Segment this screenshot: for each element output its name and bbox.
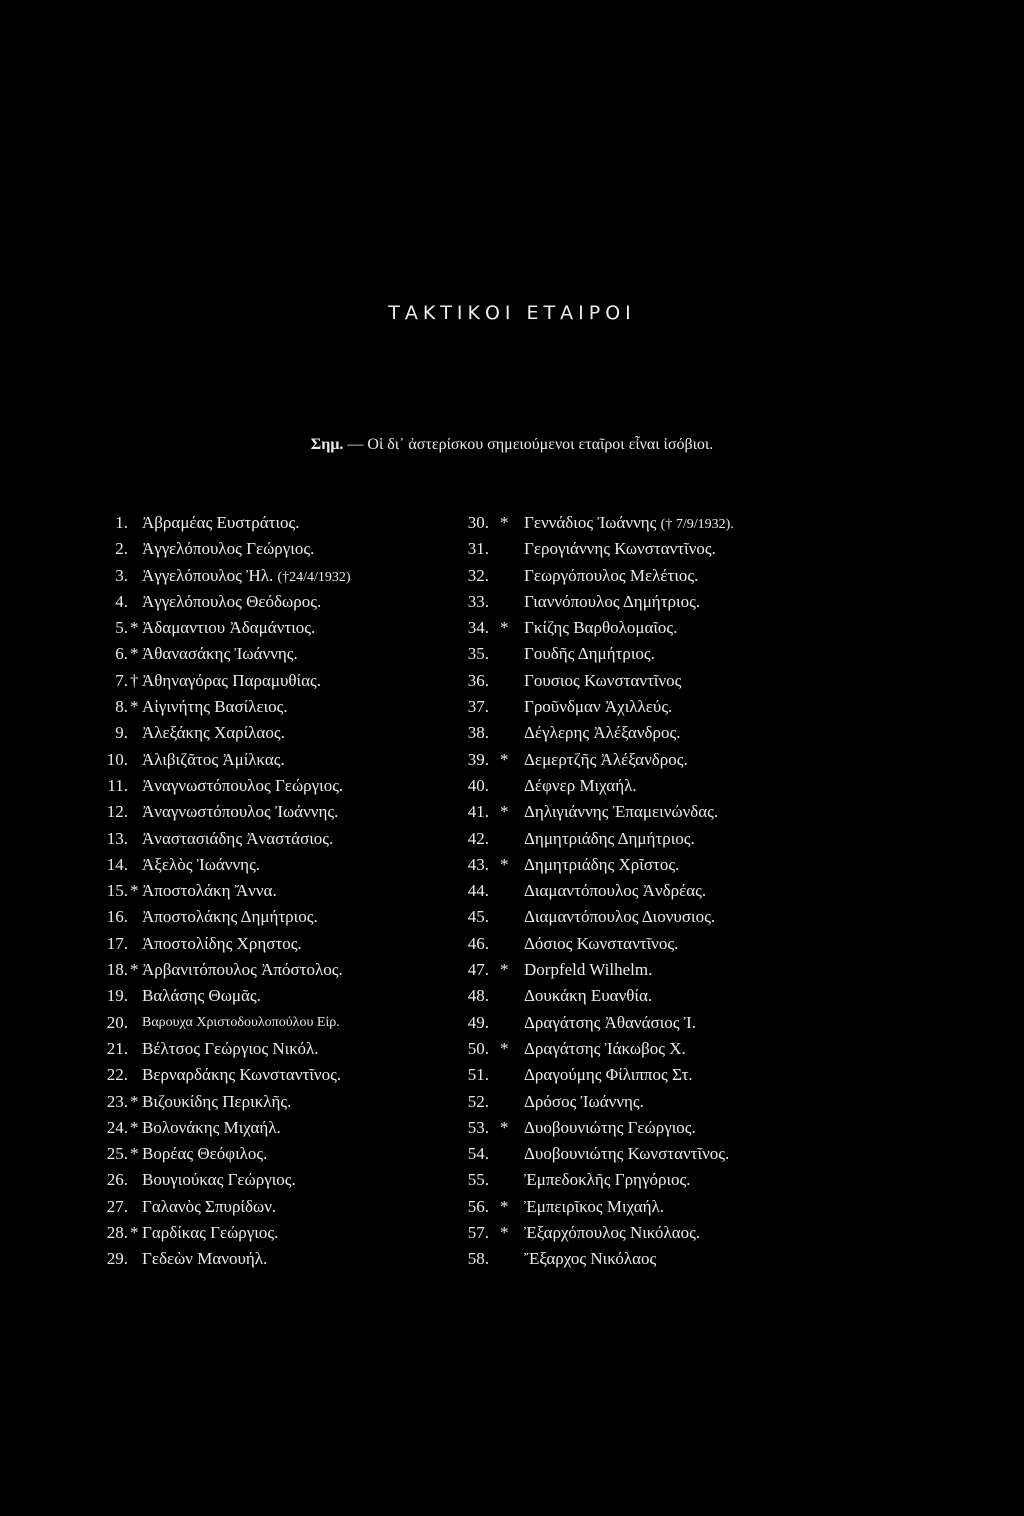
member-name-text: Dorpfeld Wilhelm. [524, 960, 653, 980]
member-mark: * [500, 749, 509, 769]
member-row [104, 1141, 454, 1167]
member-number: 26. [106, 1170, 128, 1190]
member-name [142, 773, 343, 799]
member-name-text: Δεμερτζῆς Ἀλέξανδρος. [524, 749, 688, 769]
note-prefix: Σημ. [310, 436, 344, 453]
member-name [142, 957, 343, 983]
member-number: 49. [467, 1012, 489, 1032]
member-name [142, 1062, 341, 1088]
member-name [524, 1141, 729, 1167]
member-number: 40. [467, 775, 489, 795]
member-name-text: Γουδῆς Δημήτριος. [524, 644, 655, 664]
member-name [142, 1194, 276, 1220]
member-name-text: Δηλιγιάννης Ἐπαμεινώνδας. [524, 802, 719, 822]
member-name-text: Ἀποστολάκη Ἄννα. [142, 881, 277, 901]
member-name [142, 1036, 318, 1062]
member-name-text: Ἀγγελόπουλος Ἠλ. [142, 565, 274, 585]
member-name [524, 773, 637, 799]
member-name [524, 668, 681, 694]
member-number: 2. [115, 539, 128, 559]
members-list-right [467, 510, 847, 1273]
member-name-text: Δημητριάδης Χρῖστος. [524, 854, 680, 874]
member-row [467, 852, 847, 878]
member-name [524, 1089, 644, 1115]
member-row [467, 1167, 847, 1193]
member-name-text: Γεννάδιος Ἰωάννης [524, 513, 657, 532]
member-number: 42. [467, 828, 489, 848]
member-name [524, 1036, 686, 1062]
member-name [142, 983, 261, 1009]
member-name [142, 510, 300, 536]
member-row [104, 668, 454, 694]
member-mark: * [130, 697, 139, 717]
member-name [142, 852, 260, 878]
member-name-text: Βαρουχα Χριστοδουλοπούλου Εἰρ. [142, 1014, 340, 1030]
member-mark: * [130, 1144, 139, 1164]
member-number: 9. [115, 723, 128, 743]
member-number: 12. [106, 802, 128, 822]
member-row [467, 1220, 847, 1246]
member-name-text: Βολονάκης Μιχαήλ. [142, 1117, 281, 1137]
member-name-text: Γαλανὸς Σπυρίδων. [142, 1196, 277, 1216]
member-name-text: Γερογιάννης Κωνσταντῖνος. [524, 539, 716, 559]
member-name-text: Ἀναγνωστόπουλος Ἰωάννης. [142, 802, 339, 822]
member-number: 30. [467, 513, 489, 532]
member-name-text: Ἔξαρχος Νικόλαος [524, 1249, 657, 1269]
member-name-text: Γεδεὼν Μανουήλ. [142, 1249, 268, 1269]
member-death-note: († 7/9/1932). [660, 517, 734, 532]
member-name-text: Δέγλερης Ἀλέξανδρος. [524, 723, 681, 743]
member-mark: * [130, 1223, 139, 1243]
member-row [104, 1089, 454, 1115]
member-name-text: Δρόσος Ἰωάννης. [524, 1091, 644, 1111]
member-name [142, 563, 351, 591]
member-row [104, 536, 454, 562]
member-number: 53. [467, 1117, 489, 1137]
member-mark: * [500, 1196, 509, 1216]
member-name [142, 536, 314, 562]
member-row [104, 799, 454, 825]
member-name-text: Ἐμπεδοκλῆς Γρηγόριος. [524, 1170, 691, 1190]
member-mark: * [500, 802, 509, 822]
member-number: 45. [467, 907, 489, 927]
member-number: 31. [467, 539, 489, 559]
member-name [142, 799, 338, 825]
member-row [104, 852, 454, 878]
member-name [142, 1167, 296, 1193]
member-number: 5. [115, 618, 128, 638]
member-mark: * [130, 644, 139, 664]
member-name-text: Ἀθανασάκης Ἰωάννης. [142, 644, 298, 664]
member-name [142, 1246, 267, 1272]
member-name-text: Ἀθηναγόρας Παραμυθίας. [142, 670, 321, 690]
member-name [524, 1246, 656, 1272]
member-name-text: Βιζουκίδης Περικλῆς. [142, 1091, 292, 1111]
member-name [142, 1220, 278, 1246]
member-name [142, 589, 321, 615]
member-number: 20. [106, 1012, 128, 1032]
member-name [142, 878, 277, 904]
member-row [104, 510, 454, 536]
member-name-text: Δραγάτσης Ἀθανάσιος Ἰ. [524, 1012, 696, 1032]
member-row [104, 694, 454, 720]
member-mark: * [500, 854, 509, 874]
member-number: 36. [467, 670, 489, 690]
member-number: 14. [106, 854, 128, 874]
member-name [524, 799, 718, 825]
member-row [467, 510, 847, 536]
member-row [467, 904, 847, 930]
member-row [467, 1246, 847, 1272]
member-name-text: Ἐξαρχόπουλος Νικόλαος. [524, 1223, 701, 1243]
member-row [104, 1036, 454, 1062]
member-row [467, 878, 847, 904]
member-name-text: Ἀγγελόπουλος Θεόδωρος. [142, 591, 322, 611]
member-name [524, 1062, 693, 1088]
member-death-note: (†24/4/1932) [277, 569, 351, 585]
member-row [104, 878, 454, 904]
member-number: 32. [467, 565, 489, 585]
member-number: 11. [107, 775, 128, 795]
member-number: 3. [115, 565, 128, 585]
member-mark: * [130, 618, 139, 638]
member-number: 23. [106, 1091, 128, 1111]
member-name-text: Γεωργόπουλος Μελέτιος. [524, 565, 699, 585]
member-number: 51. [467, 1065, 489, 1085]
member-name [142, 904, 318, 930]
member-name [142, 747, 285, 773]
member-row [104, 1010, 454, 1036]
member-mark: * [130, 881, 139, 901]
member-name-text: Δουκάκη Ευανθία. [524, 986, 653, 1006]
member-name-text: Γαρδίκας Γεώργιος. [142, 1223, 279, 1243]
member-row [104, 1246, 454, 1272]
member-name-text: Βουγιούκας Γεώργιος. [142, 1170, 296, 1190]
member-row [104, 589, 454, 615]
member-number: 43. [467, 854, 489, 874]
member-row [467, 826, 847, 852]
footnote [0, 436, 1024, 454]
member-name [142, 615, 315, 641]
member-row [104, 904, 454, 930]
member-row [467, 563, 847, 589]
member-name [524, 983, 652, 1009]
member-name [142, 1141, 267, 1167]
member-number: 52. [467, 1091, 489, 1111]
member-number: 25. [106, 1144, 128, 1164]
member-number: 46. [467, 933, 489, 953]
member-number: 22. [106, 1065, 128, 1085]
member-row [104, 1220, 454, 1246]
member-name-text: Ἀλεξάκης Χαρίλαος. [142, 723, 285, 743]
member-number: 41. [467, 802, 489, 822]
page-title: ΤΑΚΤΙΚΟΙ ΕΤΑΙΡΟΙ [388, 302, 636, 324]
member-name [142, 668, 321, 694]
member-mark: † [130, 670, 139, 690]
member-number: 44. [467, 881, 489, 901]
member-mark: * [500, 960, 509, 980]
member-row [467, 1194, 847, 1220]
member-row [467, 931, 847, 957]
member-number: 50. [467, 1038, 489, 1058]
member-number: 28. [106, 1223, 128, 1243]
member-row [467, 1010, 847, 1036]
member-name [142, 1010, 340, 1036]
member-number: 1. [115, 513, 128, 532]
member-name [524, 1115, 696, 1141]
member-name [142, 694, 288, 720]
member-name-text: Δόσιος Κωνσταντῖνος. [524, 933, 679, 953]
member-number: 34. [467, 618, 489, 638]
member-number: 7. [115, 670, 128, 690]
member-name [142, 826, 333, 852]
member-number: 21. [106, 1038, 128, 1058]
member-row [467, 536, 847, 562]
member-name-text: Ἀβραμέας Ευστράτιος. [142, 513, 300, 532]
member-mark: * [130, 1117, 139, 1137]
member-row [467, 1089, 847, 1115]
member-name-text: Γροῦνδμαν Ἀχιλλεύς. [524, 697, 673, 717]
member-name [524, 931, 678, 957]
member-row [104, 1115, 454, 1141]
member-name [142, 641, 298, 667]
member-row [104, 957, 454, 983]
member-number: 13. [106, 828, 128, 848]
member-name-text: Ἀγγελόπουλος Γεώργιος. [142, 539, 315, 559]
member-row [104, 983, 454, 1009]
member-name [142, 931, 302, 957]
member-number: 47. [467, 960, 489, 980]
member-name-text: Γιαννόπουλος Δημήτριος. [524, 591, 701, 611]
member-row [467, 720, 847, 746]
member-name-text: Βαλάσης Θωμᾶς. [142, 986, 261, 1006]
member-name-text: Ἀποστολίδης Χρηστος. [142, 933, 302, 953]
member-number: 19. [106, 986, 128, 1006]
member-row [467, 983, 847, 1009]
member-row [104, 931, 454, 957]
member-name [524, 957, 652, 983]
member-row [467, 615, 847, 641]
member-row [104, 615, 454, 641]
member-number: 56. [467, 1196, 489, 1216]
member-name [524, 904, 715, 930]
member-name-text: Ἀρβανιτόπουλος Ἀπόστολος. [142, 960, 343, 980]
member-name-text: Δέφνερ Μιχαήλ. [524, 775, 637, 795]
member-name [142, 720, 285, 746]
member-name-text: Δυοβουνιώτης Κωνσταντῖνος. [524, 1144, 730, 1164]
member-mark: * [500, 513, 509, 532]
member-name-text: Ἀναγνωστόπουλος Γεώργιος. [142, 775, 344, 795]
member-name [524, 852, 679, 878]
member-number: 6. [115, 644, 128, 664]
member-mark: * [500, 1223, 509, 1243]
member-name [524, 510, 734, 538]
member-number: 39. [467, 749, 489, 769]
member-name-text: Διαμαντόπουλος Ἀνδρέας. [524, 881, 707, 901]
member-row [104, 747, 454, 773]
member-row [467, 694, 847, 720]
member-number: 48. [467, 986, 489, 1006]
member-name [524, 878, 706, 904]
member-row [104, 773, 454, 799]
member-name-text: Ἐμπειρῖκος Μιχαήλ. [524, 1196, 665, 1216]
member-name [524, 563, 698, 589]
member-name-text: Δυοβουνιώτης Γεώργιος. [524, 1117, 696, 1137]
member-row [104, 826, 454, 852]
member-row [467, 589, 847, 615]
member-name [524, 1167, 691, 1193]
members-list-left [104, 510, 454, 1273]
member-number: 54. [467, 1144, 489, 1164]
member-row [467, 799, 847, 825]
member-row [467, 747, 847, 773]
member-name-text: Ἀναστασιάδης Ἀναστάσιος. [142, 828, 334, 848]
member-name [524, 641, 655, 667]
member-number: 10. [106, 749, 128, 769]
note-text: — Οἱ δι᾽ ἀστερίσκου σημειούμενοι εταῖροι εἶναι ἰσόβιοι. [343, 436, 714, 453]
member-name [524, 615, 677, 641]
member-number: 58. [467, 1249, 489, 1269]
member-mark: * [130, 1091, 139, 1111]
member-row [467, 957, 847, 983]
member-name [524, 536, 716, 562]
member-name-text: Ἀδαμαντιου Ἀδαμάντιος. [142, 618, 316, 638]
member-number: 4. [115, 591, 128, 611]
member-row [104, 1167, 454, 1193]
member-number: 57. [467, 1223, 489, 1243]
member-number: 37. [467, 697, 489, 717]
member-name [142, 1115, 281, 1141]
member-mark: * [500, 1038, 509, 1058]
member-name [524, 747, 688, 773]
member-row [467, 668, 847, 694]
member-name-text: Ἀποστολάκης Δημήτριος. [142, 907, 318, 927]
member-number: 29. [106, 1249, 128, 1269]
member-mark: * [500, 1117, 509, 1137]
member-name [524, 1220, 700, 1246]
member-name-text: Ἀξελὸς Ἰωάννης. [142, 854, 261, 874]
member-row [467, 641, 847, 667]
member-row [104, 563, 454, 589]
member-row [467, 1062, 847, 1088]
member-number: 38. [467, 723, 489, 743]
member-row [104, 641, 454, 667]
member-name [524, 694, 672, 720]
member-name-text: Γκίζης Βαρθολομαῖος. [524, 618, 678, 638]
member-name-text: Δραγάτσης Ἰάκωβος Χ. [524, 1038, 686, 1058]
member-name-text: Δραγούμης Φίλιππος Στ. [524, 1065, 693, 1085]
member-name-text: Γουσιος Κωνσταντῖνος [524, 670, 682, 690]
member-row [467, 1141, 847, 1167]
member-mark: * [130, 960, 139, 980]
member-number: 55. [467, 1170, 489, 1190]
member-number: 18. [106, 960, 128, 980]
member-name-text: Ἀλιβιζᾶτος Ἀμίλκας. [142, 749, 285, 769]
member-number: 33. [467, 591, 489, 611]
member-number: 35. [467, 644, 489, 664]
member-name-text: Βερναρδάκης Κωνσταντῖνος. [142, 1065, 342, 1085]
member-number: 24. [106, 1117, 128, 1137]
member-row [104, 1194, 454, 1220]
member-number: 17. [106, 933, 128, 953]
member-name [524, 1010, 696, 1036]
member-number: 15. [106, 881, 128, 901]
member-row [104, 1062, 454, 1088]
member-number: 16. [106, 907, 128, 927]
member-name [524, 720, 681, 746]
member-name-text: Βορέας Θεόφιλος. [142, 1144, 268, 1164]
member-name-text: Διαμαντόπουλος Διονυσιος. [524, 907, 716, 927]
member-number: 8. [115, 697, 128, 717]
member-name [142, 1089, 291, 1115]
member-name [524, 1194, 664, 1220]
member-name [524, 589, 700, 615]
member-row [467, 1115, 847, 1141]
member-name [524, 826, 695, 852]
member-name-text: Δημητριάδης Δημήτριος. [524, 828, 695, 848]
member-row [467, 1036, 847, 1062]
member-number: 27. [106, 1196, 128, 1216]
member-row [467, 773, 847, 799]
member-name-text: Βέλτσος Γεώργιος Νικόλ. [142, 1038, 319, 1058]
member-name-text: Αἰγινήτης Βασίλειος. [142, 697, 288, 717]
member-row [104, 720, 454, 746]
member-mark: * [500, 618, 509, 638]
